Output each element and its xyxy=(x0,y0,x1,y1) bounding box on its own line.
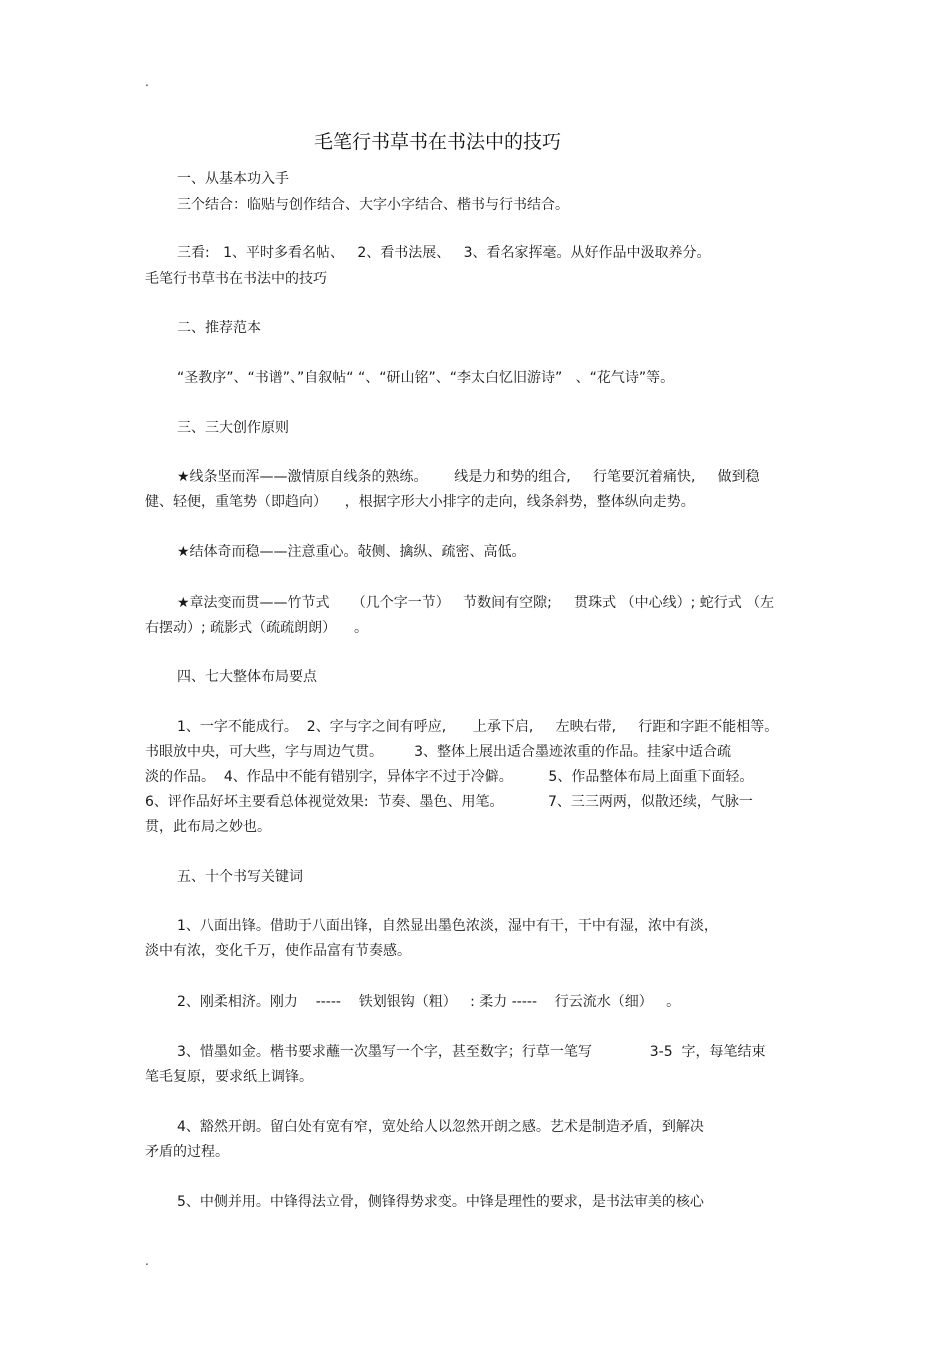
keyword-4-line1: 4、豁然开朗。留白处有宽有窄，宽处给人以忽然开朗之感。艺术是制造矛盾，到解决 xyxy=(177,1119,704,1135)
page-bottom-dot: . xyxy=(145,1254,149,1268)
keyword-5-line1: 5、中侧并用。中锋得法立骨，侧锋得势求变。中锋是理性的要求，是书法审美的核心 xyxy=(177,1194,704,1210)
section-heading-models: 二、推荐范本 xyxy=(177,320,261,336)
section-heading-basics: 一、从基本功入手 xyxy=(177,171,289,187)
layout-points-line2: 书眼放中央，可大些，字与周边气贯。 3、整体上展出适合墨迹浓重的作品。挂家中适合疏 xyxy=(145,744,732,760)
principle-structure-text: ★结体奇而稳——注意重心。敧侧、擒纵、疏密、高低。 xyxy=(177,544,526,560)
keyword-3-line1: 3、惜墨如金。楷书要求蘸一次墨写一个字，甚至数字；行草一笔写 3-5 字，每笔结束 xyxy=(177,1044,766,1060)
layout-points-line1: 1、一字不能成行。 2、字与字之间有呼应, 上承下启, 左映右带, 行距和字距不能相等。 xyxy=(177,719,779,735)
keyword-1-line1: 1、八面出锋。借助于八面出锋，自然显出墨色浓淡，湿中有干，干中有湿，浓中有淡， xyxy=(177,918,718,934)
principle-lines-line2: 健、轻便，重笔势（即趋向） ，根据字形大小排字的走向，线条斜势，整体纵向走势。 xyxy=(145,494,695,510)
layout-points-line3: 淡的作品。 4、作品中不能有错别字，异体字不过于冷僻。 5、作品整体布局上面重下面轻。 xyxy=(145,769,754,785)
layout-points-line4: 6、评作品好坏主要看总体视觉效果: 节奏、墨色、用笔。 7、三三两两，似散还续，气脉一 xyxy=(145,794,753,810)
principle-composition-line2: 右摆动）; 疏影式（疏疏朗朗） 。 xyxy=(145,620,368,636)
layout-points-line5: 贯，此布局之妙也。 xyxy=(145,819,271,835)
keyword-3-line2: 笔毛复原，要求纸上调锋。 xyxy=(145,1069,313,1085)
keyword-4-line2: 矛盾的过程。 xyxy=(145,1144,229,1160)
three-combinations-text: 三个结合：临贴与创作结合、大字小字结合、楷书与行书结合。 xyxy=(177,197,569,213)
keyword-1-line2: 淡中有浓，变化千万，使作品富有节奏感。 xyxy=(145,943,411,959)
keyword-2-text: 2、刚柔相济。刚力 ----- 铁划银钩（粗） : 柔力 ----- 行云流水（细） 。 xyxy=(177,994,681,1010)
principle-lines-line1: ★线条坚而浑——激情原自线条的熟练。 线是力和势的组合, 行笔要沉着痛快, 做到稳 xyxy=(177,469,760,485)
page-title: 毛笔行书草书在书法中的技巧 xyxy=(313,131,561,153)
section-heading-keywords: 五、十个书写关键词 xyxy=(177,869,303,885)
repeated-title-text: 毛笔行书草书在书法中的技巧 xyxy=(145,271,327,287)
page-top-dot: . xyxy=(145,75,149,89)
recommended-works-text: “圣教序”、“书谱”、”自叙帖“ “、“研山铭”、“李太白忆旧游诗” 、“花气诗”等。 xyxy=(177,370,675,386)
section-heading-layout: 四、七大整体布局要点 xyxy=(177,669,317,685)
section-heading-principles: 三、三大创作原则 xyxy=(177,420,289,436)
principle-composition-line1: ★章法变而贯——竹节式 （几个字一节） 节数间有空隙; 贯珠式 （中心线）; 蛇行式 （左 xyxy=(177,595,775,611)
three-looks-text: 三看: 1、平时多看名帖、 2、看书法展、 3、看名家挥毫。从好作品中汲取养分。 xyxy=(177,245,711,261)
